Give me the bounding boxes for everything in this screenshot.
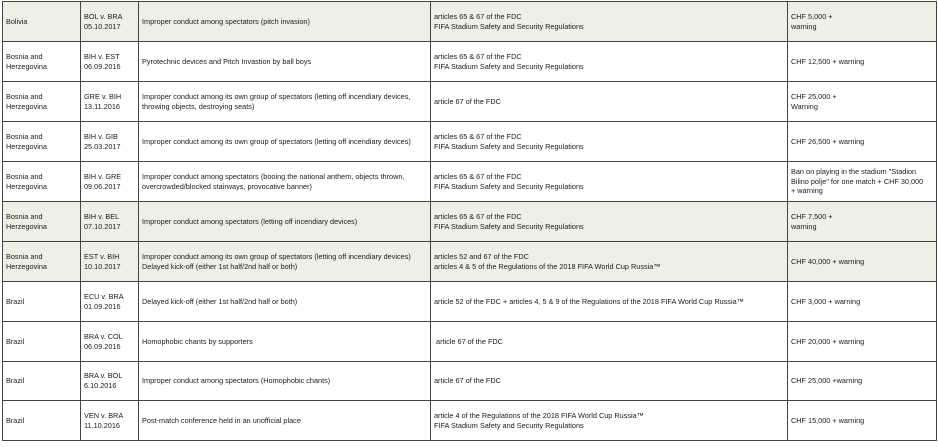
offence-cell [139,162,431,202]
sanction-line: + warning [791,186,823,196]
offence-cell [139,202,431,242]
sanction-line: CHF 3,000 + warning [791,296,861,306]
sanction-line: CHF 25,000 + [791,91,837,101]
offence-cell [139,122,431,162]
sanction-cell [788,2,937,42]
rule-cell [431,162,788,202]
table-row [3,282,937,322]
country-text: Bosnia and Herzegovina [6,91,47,111]
match-cell [81,82,139,122]
rule-line: articles 52 and 67 of the FDC [434,251,529,261]
sanction-cell [788,322,937,362]
rule-cell [431,242,788,282]
country-cell [3,122,81,162]
table-row [3,322,937,362]
rule-cell [431,42,788,82]
offence-line: Delayed kick-off (either 1st half/2nd half or both) [142,261,298,271]
sanction-line: Ban on playing in the stadium "Stadion [791,167,917,177]
offence-cell [139,82,431,122]
match-date: 11.10.2016 [84,420,120,430]
match-cell [81,42,139,82]
sanction-cell [788,122,937,162]
match-cell [81,2,139,42]
rule-line: FIFA Stadium Safety and Security Regulations [434,221,584,231]
sanction-line: CHF 15,000 + warning [791,415,865,425]
sanction-line: Warning [791,101,818,111]
offence-line: Improper conduct among its own group of spectators (letting off incendiary devices) [142,136,411,146]
rule-line: articles 65 & 67 of the FDC [434,211,522,221]
country-cell [3,401,81,441]
sanction-cell [788,202,937,242]
match-cell [81,282,139,322]
rule-cell [431,122,788,162]
country-cell [3,2,81,42]
country-text: Bosnia and Herzegovina [6,51,47,71]
rule-cell [431,322,788,362]
rule-line: FIFA Stadium Safety and Security Regulations [434,141,584,151]
rule-line: article 67 of the FDC [434,376,501,386]
rule-cell [431,401,788,441]
offence-cell [139,322,431,362]
table-row [3,42,937,82]
rule-cell [431,362,788,401]
match-text: GRE v. BIH [84,91,122,101]
match-date: 13.11.2016 [84,101,120,111]
country-text: Bosnia and Herzegovina [6,251,47,271]
offence-cell [139,242,431,282]
sanction-line: CHF 12,500 + warning [791,56,865,66]
match-cell [81,202,139,242]
match-text: BIH v. GIB [84,131,118,141]
offence-cell [139,42,431,82]
country-cell [3,282,81,322]
offence-line: Improper conduct among spectators (pitch invasion) [142,16,310,26]
match-text: EST v. BIH [84,251,120,261]
rule-line: articles 65 & 67 of the FDC [434,51,522,61]
match-cell [81,401,139,441]
country-cell [3,82,81,122]
rule-line: articles 4 & 5 of the Regulations of the 2018 FIFA World Cup Russia™ [434,261,661,271]
sanction-line: CHF 26,500 + warning [791,136,865,146]
match-text: VEN v. BRA [84,410,124,420]
match-text: BOL v. BRA [84,11,123,21]
table-row [3,362,937,401]
rule-line: articles 65 & 67 of the FDC [434,11,522,21]
country-cell [3,322,81,362]
rule-cell [431,2,788,42]
match-text: BIH v. EST [84,51,120,61]
sanction-cell [788,42,937,82]
sanction-line: CHF 20,000 + warning [791,336,865,346]
match-date: 06.09.2016 [84,341,121,351]
match-cell [81,162,139,202]
match-text: BIH v. BEL [84,211,120,221]
country-cell [3,162,81,202]
offence-line: Delayed kick-off (either 1st half/2nd half or both) [142,296,298,306]
match-date: 10.10.2017 [84,261,121,271]
match-text: BRA v. BOL [84,371,123,381]
table-row [3,162,937,202]
match-date: 07.10.2017 [84,221,121,231]
country-cell [3,202,81,242]
offence-line: Improper conduct among spectators (booing the national anthem, objects thrown, [142,171,405,181]
rule-line: article 67 of the FDC [434,336,503,346]
country-text: Brazil [6,336,25,346]
sanction-cell [788,282,937,322]
match-text: BRA v. COL [84,331,123,341]
offence-line: Homophobic chants by supporters [142,336,253,346]
match-date: 05.10.2017 [84,21,121,31]
offence-cell [139,401,431,441]
offence-line: overcrowded/blocked stairways, provocative banner) [142,181,312,191]
rule-cell [431,202,788,242]
match-cell [81,122,139,162]
table-row [3,122,937,162]
rule-line: articles 65 & 67 of the FDC [434,171,522,181]
country-text: Brazil [6,296,25,306]
match-date: 06.09.2016 [84,61,121,71]
table-row [3,202,937,242]
offence-cell [139,362,431,401]
match-cell [81,242,139,282]
sanction-line: warning [791,21,817,31]
rule-cell [431,282,788,322]
offence-cell [139,2,431,42]
match-cell [81,362,139,401]
offence-line: Improper conduct among spectators (letting off incendiary devices) [142,216,358,226]
offence-cell [139,282,431,322]
sanction-line: CHF 5,000 + [791,11,833,21]
sanction-line: CHF 7,500 + [791,211,833,221]
country-cell [3,242,81,282]
match-date: 6.10.2016 [84,381,117,390]
rule-cell [431,82,788,122]
sanctions-table [2,1,937,441]
sanction-line: CHF 40,000 + warning [791,256,865,266]
match-date: 25.03.2017 [84,141,121,151]
sanction-line: Bilino polje" for one match + CHF 30,000 [791,176,924,186]
rule-line: article 52 of the FDC + articles 4, 5 & 9 of the Regulations of the 2018 FIFA World Cup Russia™ [434,296,744,306]
offence-line: Improper conduct among its own group of spectators (letting off incendiary devices, [142,91,411,101]
rule-line: FIFA Stadium Safety and Security Regulations [434,181,584,191]
country-cell [3,362,81,401]
sanction-line: warning [791,221,817,231]
country-text: Brazil [6,415,25,425]
sanctions-table-body [3,2,937,441]
table-row [3,401,937,441]
country-text: Bolivia [6,16,28,26]
table-row [3,242,937,282]
sanction-cell [788,82,937,122]
rule-line: FIFA Stadium Safety and Security Regulations [434,21,584,31]
match-cell [81,322,139,362]
sanction-line: CHF 25,000 +warning [791,376,863,386]
country-cell [3,42,81,82]
country-text: Brazil [6,376,25,386]
sanction-cell [788,362,937,401]
match-date: 09.06.2017 [84,181,121,191]
sanction-cell [788,242,937,282]
sanction-cell [788,401,937,441]
offence-line: Post-match conference held in an unofficial place [142,415,301,425]
country-text: Bosnia and Herzegovina [6,211,47,231]
table-row [3,2,937,42]
country-text: Bosnia and Herzegovina [6,131,47,151]
table-row [3,82,937,122]
rule-line: FIFA Stadium Safety and Security Regulations [434,420,584,430]
rule-line: articles 65 & 67 of the FDC [434,131,522,141]
rule-line: article 67 of the FDC [434,96,501,106]
country-text: Bosnia and Herzegovina [6,171,47,191]
rule-line: article 4 of the Regulations of the 2018 FIFA World Cup Russia™ [434,410,644,420]
sanction-cell [788,162,937,202]
rule-line: FIFA Stadium Safety and Security Regulations [434,61,584,71]
match-date: 01.09.2016 [84,301,121,311]
offence-line: Pyrotechnic devices and Pitch Invastion by ball boys [142,56,312,66]
match-text: ECU v. BRA [84,291,124,301]
offence-line: Improper conduct among spectators (Homophobic chants) [142,376,331,386]
offence-line: Improper conduct among its own group of spectators (letting off incendiary devices) [142,251,411,261]
match-text: BIH v. GRE [84,171,122,181]
offence-line: throwing objects, destroying seats) [142,101,255,111]
